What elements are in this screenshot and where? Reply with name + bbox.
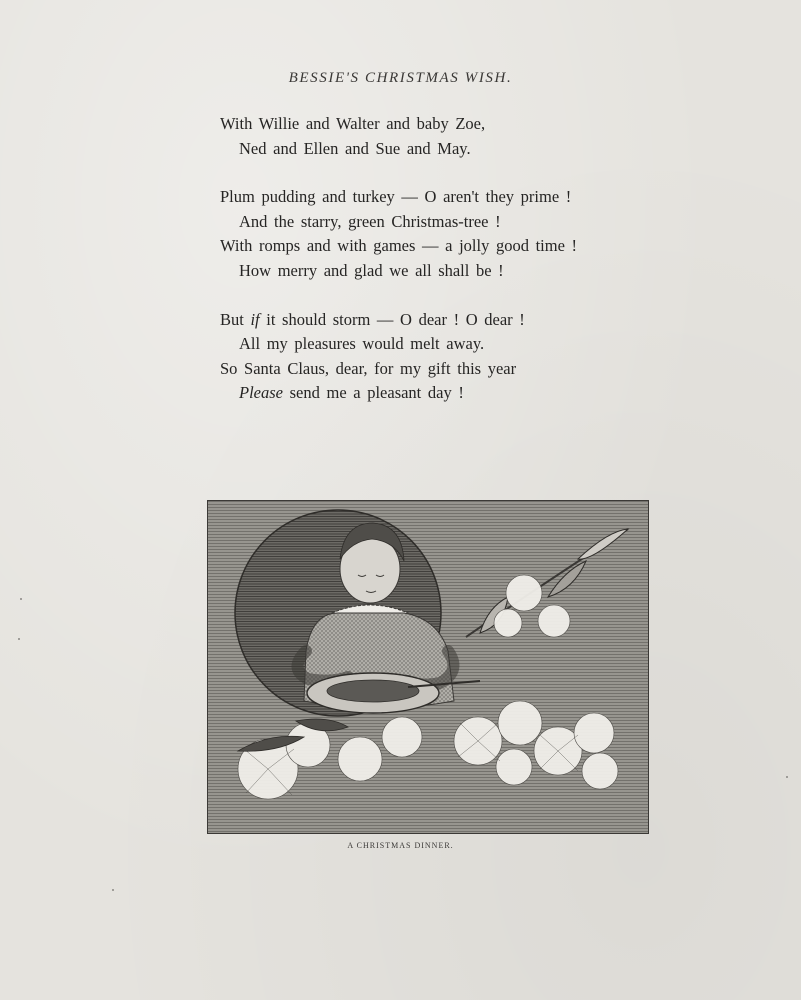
emphasis: if [250,309,260,329]
paper-speck [18,638,20,640]
line-text: it should storm — O dear ! O dear ! [259,309,525,329]
emphasis: Please [239,383,283,403]
line-text: But [220,309,251,329]
poem-line: With Willie and Walter and baby Zoe, [220,114,486,133]
poem-line [220,308,680,333]
stanza [220,112,680,161]
paper-speck [20,598,22,600]
illustration-caption: A CHRISTMAS DINNER. [347,841,454,850]
poem-line [220,381,680,406]
poem-line: And the starry, green Christmas-tree ! [239,211,501,231]
stanza [220,308,680,406]
poem-line: With romps and with games — a jolly good time ! [220,236,578,256]
poem-line: So Santa Claus, dear, for my gift this year [220,358,517,378]
paper-speck [112,889,114,891]
poem-line: All my pleasures would melt away. [239,334,485,354]
line-text: send me a pleasant day ! [282,383,464,403]
paper-speck [786,776,788,778]
poem [220,112,680,430]
stanza [220,185,680,283]
running-head: BESSIE'S CHRISTMAS WISH. [288,70,513,86]
illustration [207,500,649,834]
poem-line: Plum pudding and turkey — O aren't they prime ! [220,187,572,207]
poem-line: How merry and glad we all shall be ! [239,260,504,280]
poem-line: Ned and Ellen and Sue and May. [239,138,471,158]
